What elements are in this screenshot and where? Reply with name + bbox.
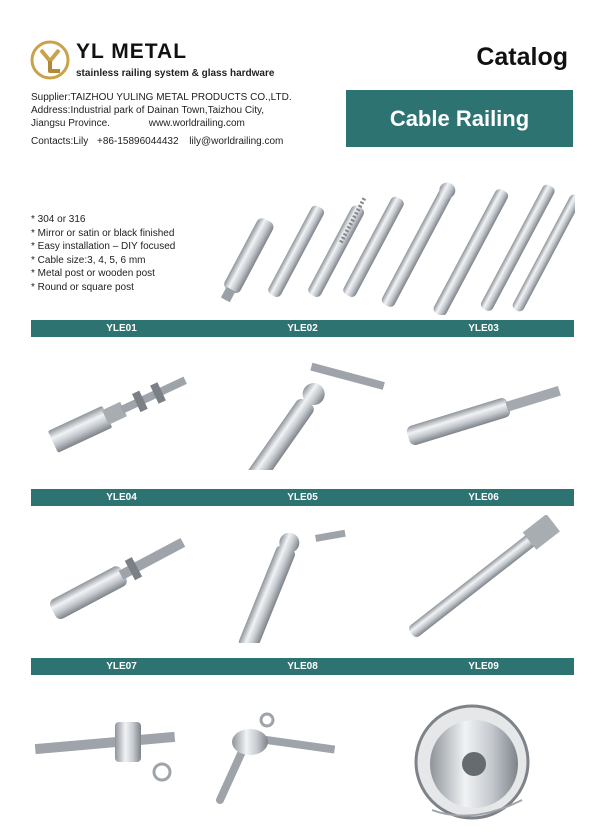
- yl-metal-logo-icon: [30, 40, 70, 80]
- yle06-product-photo: [395, 515, 570, 645]
- feature-item: * Mirror or satin or black finished: [31, 227, 175, 241]
- address-line-2: [31, 117, 245, 130]
- province-text: Jiangsu Province.: [31, 118, 110, 129]
- yle02-product-photo: [215, 345, 395, 470]
- product-code: YLE05: [287, 492, 318, 503]
- brand-tagline: stainless railing system & glass hardware: [76, 68, 275, 79]
- product-label-bar: [31, 489, 574, 506]
- address-line: Address:Industrial park of Dainan Town,Taizhou City,: [31, 105, 265, 116]
- contacts-line: [31, 135, 283, 148]
- feature-list: [31, 213, 175, 294]
- cable-railing-banner: Cable Railing: [346, 90, 573, 147]
- feature-item: * Cable size:3, 4, 5, 6 mm: [31, 254, 175, 268]
- yle08-product-photo: [205, 700, 345, 810]
- product-code: YLE03: [468, 323, 499, 334]
- yle05-product-photo: [215, 513, 355, 643]
- product-label-bar: [31, 658, 574, 675]
- product-code: YLE01: [106, 323, 137, 334]
- product-code: YLE02: [287, 323, 318, 334]
- yle03-product-photo: [400, 375, 570, 455]
- product-code: YLE06: [468, 492, 499, 503]
- product-group-photo: [215, 155, 575, 315]
- feature-item: * Easy installation – DIY focused: [31, 240, 175, 254]
- feature-item: * Metal post or wooden post: [31, 267, 175, 281]
- product-code: YLE09: [468, 661, 499, 672]
- product-code: YLE04: [106, 492, 137, 503]
- brand-name: YL METAL: [76, 40, 188, 63]
- feature-item: * 304 or 316: [31, 213, 175, 227]
- catalog-title: Catalog: [476, 43, 568, 71]
- yle07-product-photo: [30, 700, 190, 790]
- email-link[interactable]: lily@worldrailing.com: [189, 136, 284, 147]
- yle01-product-photo: [40, 350, 200, 460]
- product-code: YLE07: [106, 661, 137, 672]
- supplier-line: Supplier:TAIZHOU YULING METAL PRODUCTS CO.,LTD.: [31, 92, 292, 103]
- website-link[interactable]: www.worldrailing.com: [148, 118, 245, 129]
- yle04-product-photo: [40, 520, 200, 630]
- contact-name: Contacts:Lily: [31, 136, 89, 147]
- product-code: YLE08: [287, 661, 318, 672]
- feature-item: * Round or square post: [31, 281, 175, 295]
- phone-number: +86-15896044432: [97, 136, 179, 147]
- product-label-bar: [31, 320, 574, 337]
- yle09-cable-spool-photo: [412, 700, 537, 825]
